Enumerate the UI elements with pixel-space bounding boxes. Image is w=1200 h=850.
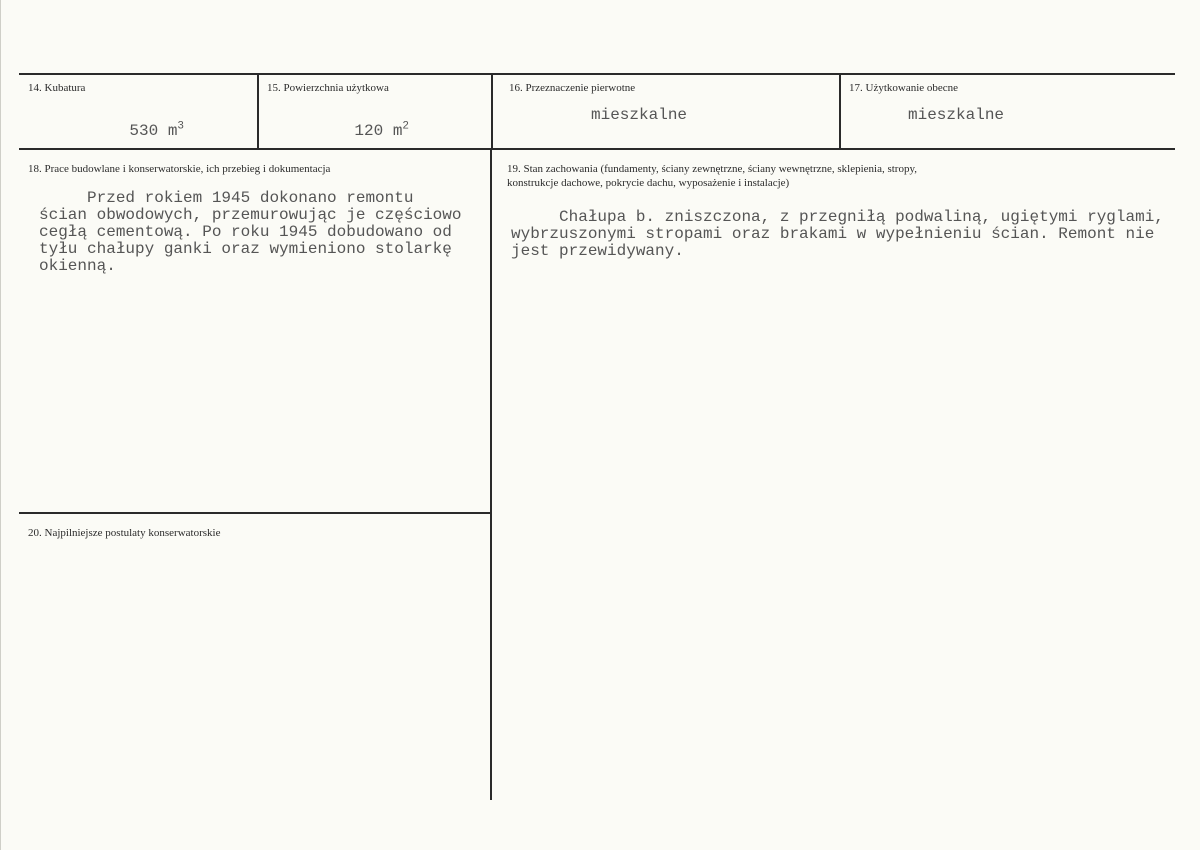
field-18-label: 18. Prace budowlane i konserwatorskie, ich przebieg i dokumentacja bbox=[28, 163, 331, 175]
field-16-value: mieszkalne bbox=[591, 106, 688, 124]
field-18-line: okienną. bbox=[39, 257, 116, 275]
row1-bottom-rule bbox=[19, 148, 1175, 150]
field-15-value-exponent: 2 bbox=[402, 120, 410, 133]
field-17-label: 17. Użytkowanie obecne bbox=[849, 82, 959, 94]
field-16-label: 16. Przeznaczenie pierwotne bbox=[509, 82, 636, 94]
field-15-label: 15. Powierzchnia użytkowa bbox=[267, 82, 389, 94]
section18-bottom-rule bbox=[19, 512, 491, 514]
field-19-label-line1: 19. Stan zachowania (fundamenty, ściany zewnętrzne, ściany wewnętrzne, sklepienia, stropy, bbox=[507, 163, 918, 175]
field-18-line: Przed rokiem 1945 dokonano remontu bbox=[39, 189, 414, 207]
field-14-value-exponent: 3 bbox=[177, 120, 185, 133]
field-14-label: 14. Kubatura bbox=[28, 82, 86, 94]
divider-14-15 bbox=[257, 74, 259, 148]
field-19-text bbox=[511, 209, 1164, 260]
field-19-label-line2: konstrukcje dachowe, pokrycie dachu, wyposażenie i instalacje) bbox=[507, 177, 790, 189]
field-18-text bbox=[39, 190, 461, 275]
divider-16-17 bbox=[839, 74, 841, 148]
field-18-line: tyłu chałupy ganki oraz wymieniono stolarkę bbox=[39, 240, 452, 258]
divider-15-16 bbox=[491, 74, 493, 148]
divider-left-right bbox=[490, 150, 492, 800]
field-18-line: ścian obwodowych, przemurowując je częściowo bbox=[39, 206, 462, 224]
field-14-value bbox=[91, 104, 184, 158]
field-17-value: mieszkalne bbox=[908, 106, 1005, 124]
top-rule bbox=[19, 73, 1175, 75]
field-15-value-text: 120 m bbox=[354, 122, 403, 140]
field-20-label: 20. Najpilniejsze postulaty konserwatorskie bbox=[28, 527, 221, 539]
field-19-line: wybrzuszonymi stropami oraz brakami w wypełnieniu ścian. Remont nie bbox=[511, 225, 1155, 243]
field-19-line: Chałupa b. zniszczona, z przegniłą podwaliną, ugiętymi ryglami, bbox=[511, 208, 1164, 226]
field-15-value bbox=[316, 104, 409, 158]
field-18-line: cegłą cementową. Po roku 1945 dobudowano od bbox=[39, 223, 452, 241]
field-19-line: jest przewidywany. bbox=[511, 242, 684, 260]
field-14-value-text: 530 m bbox=[129, 122, 178, 140]
